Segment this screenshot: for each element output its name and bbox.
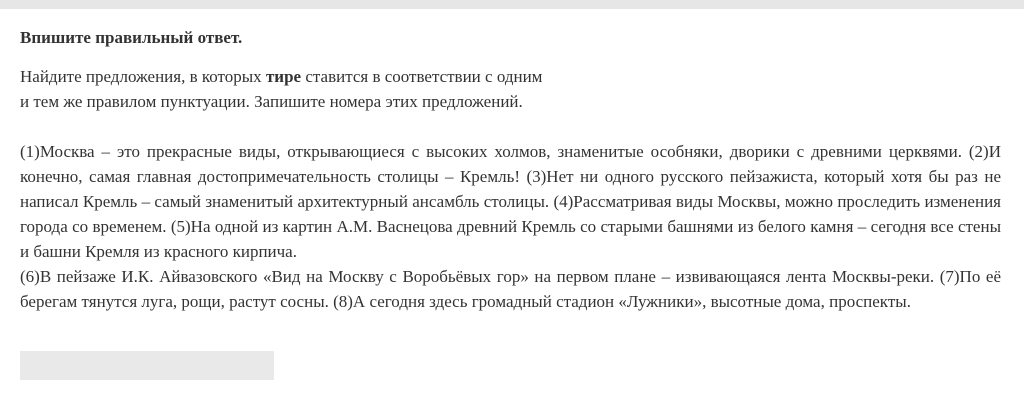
- passage-paragraph-1: (1)Москва – это прекрасные виды, открывающиеся с высоких холмов, знаменитые особняки, дворики с древними церквями. (2)И конечно, самая главная достопримечательность столицы – Кремль! (3)Нет ни одного русского пейзажиста, который хотя бы раз не написал Кремль – самый знаменитый архитектурный ансамбль столицы. (4)Рассматривая виды Москвы, можно проследить изменения города со временем. (5)На одной из картин А.М. Васнецова древний Кремль со старыми башнями из белого камня – сегодня все стены и башни Кремля из красного кирпича.: [20, 142, 1001, 261]
- prompt-text-start: Найдите предложения, в которых: [20, 67, 266, 86]
- prompt-bold-word: тире: [265, 67, 302, 86]
- passage-paragraph-2: (6)В пейзаже И.К. Айвазовского «Вид на Москву с Воробьёвых гор» на первом плане – извивающаяся лента Москвы-реки. (7)По её берегам тянутся луга, рощи, растут сосны. (8)А сегодня здесь громадный стадион «Лужники», высотные дома, проспекты.: [20, 267, 1001, 311]
- task-prompt: [20, 64, 1001, 114]
- prompt-text-end: ставится в соответствии с одним: [301, 67, 543, 86]
- answer-input[interactable]: [20, 351, 274, 380]
- task-instruction: Впишите правильный ответ.: [20, 28, 243, 47]
- prompt-line-2: и тем же правилом пунктуации. Запишите номера этих предложений.: [20, 92, 523, 111]
- top-divider-strip: [0, 0, 1024, 9]
- task-container: [20, 26, 1001, 314]
- text-passage: [20, 139, 1001, 314]
